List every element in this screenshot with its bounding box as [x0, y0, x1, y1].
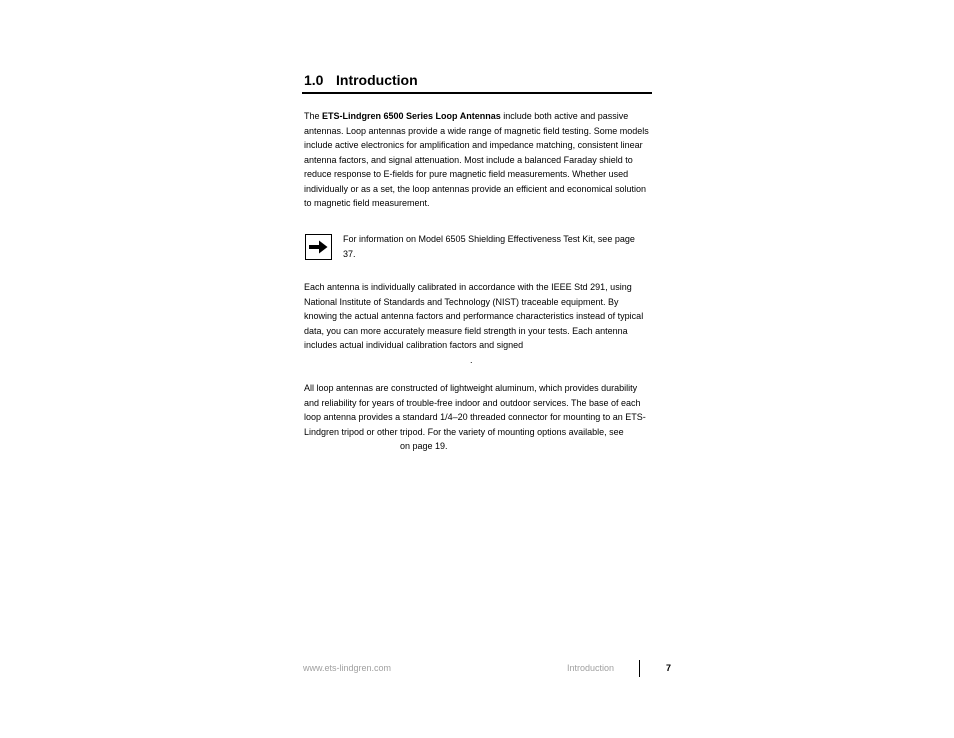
intro-body: include both active and passive antennas. Loop antennas provide a wide range of magnetic field testing. Some models include active electronics for amplification and impedance matching, consistent linear antenna factors, and signal attenuation. Most include a balanced Faraday shield to reduce response to E-fields for pure magnetic field measurements. Whether used individually or as a set, the loop antennas provide an efficient and economical solution to magnetic field measurement.: [304, 111, 649, 208]
section-title: Introduction: [336, 72, 418, 88]
arrow-right-icon: [305, 234, 332, 260]
construction-end: on page 19.: [400, 441, 448, 451]
note-text: For information on Model 6505 Shielding Effectiveness Test Kit, see page 37.: [343, 234, 635, 259]
section-heading: [304, 72, 418, 88]
calibration-end: .: [470, 354, 473, 365]
product-name: ETS-Lindgren 6500 Series Loop Antennas: [322, 111, 501, 121]
footer-url: www.ets-lindgren.com: [303, 663, 392, 673]
construction-paragraph: [304, 381, 652, 454]
section-number: 1.0: [304, 72, 324, 88]
calibration-paragraph: [304, 280, 652, 367]
footer-divider: [639, 660, 640, 677]
intro-lead: The: [304, 111, 323, 121]
construction-body: All loop antennas are constructed of lightweight aluminum, which provides durability and reliability for years of trouble-free indoor and outdoor services. The base of each loop antenna provides a standard 1/4–20 threaded connector for mounting to an ETS-Lindgren tripod or other tripod. For the variety of mounting options available, see: [304, 383, 646, 437]
intro-paragraph: [304, 109, 652, 211]
heading-rule: [302, 92, 652, 94]
footer-section-name: Introduction: [567, 663, 615, 673]
page-number: 7: [666, 663, 672, 673]
calibration-body: Each antenna is individually calibrated in accordance with the IEEE Std 291, using National Institute of Standards and Technology (NIST) traceable equipment. By knowing the actual antenna factors and performance characteristics instead of typical data, you can more accurately measure field strength in your tests. Each antenna includes actual individual calibration factors and signed: [304, 282, 644, 350]
